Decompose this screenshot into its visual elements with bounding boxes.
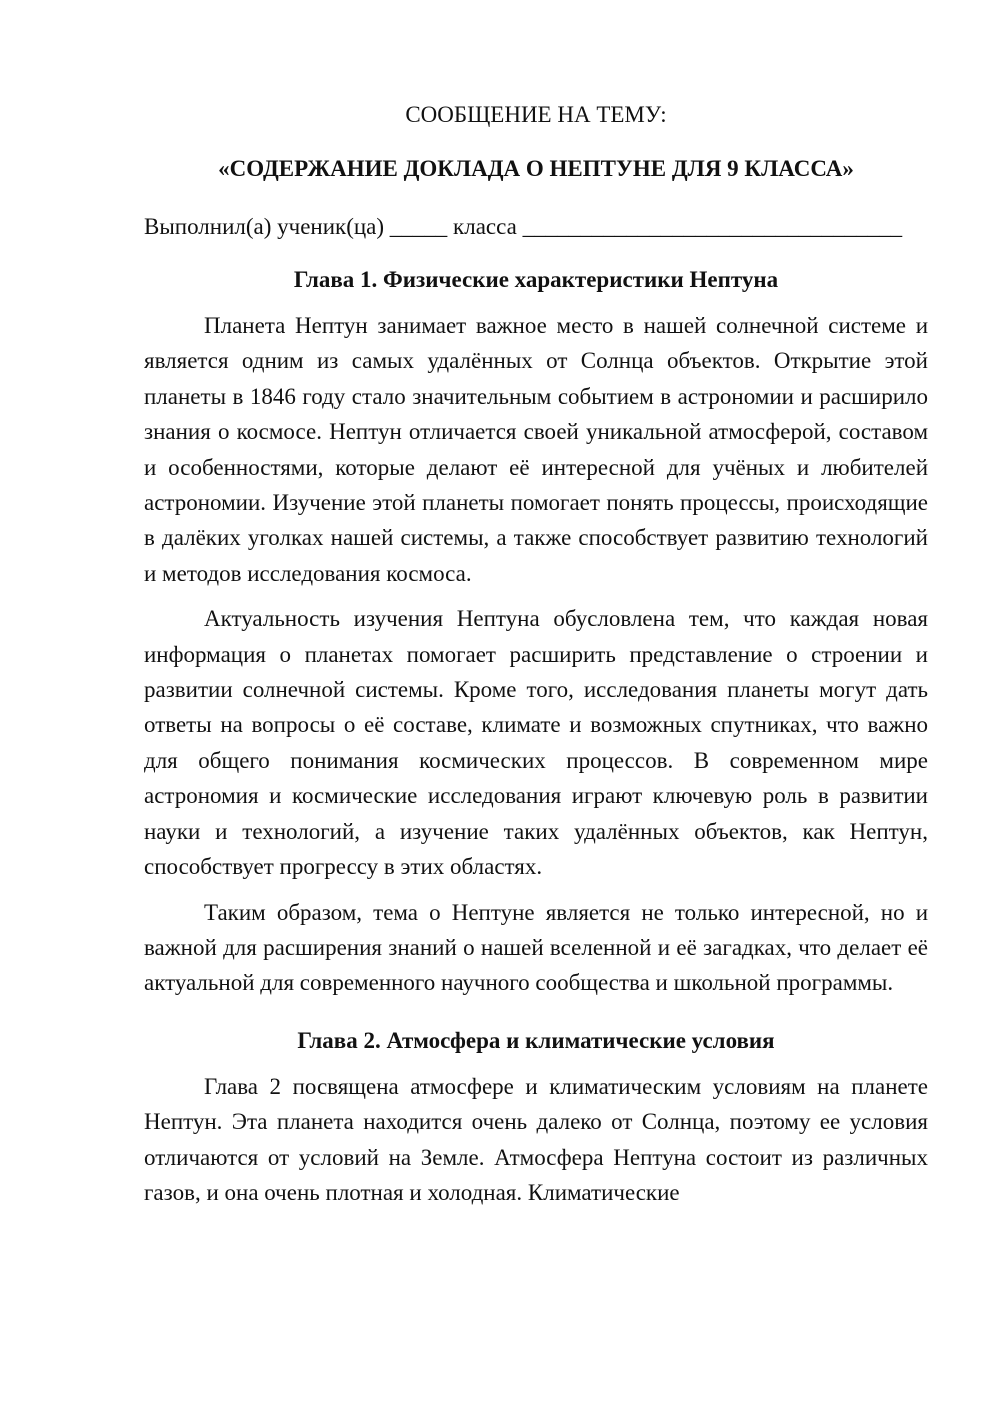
chapter-1-heading: Глава 1. Физические характеристики Нептуна bbox=[293, 267, 779, 292]
chapter-2-paragraph: Глава 2 посвящена атмосфере и климатическим условиям на планете Нептун. Эта планета находится очень далеко от Солнца, поэтому ее условия отличаются от условий на Земле. Атмосфера Нептуна состоит из различных газов, и она очень плотная и холодная. Климатические bbox=[144, 1073, 928, 1205]
author-line: Выполнил(а) ученик(ца) _____ класса _________________________________ bbox=[144, 214, 903, 239]
chapter-1-paragraph: Актуальность изучения Нептуна обусловлена тем, что каждая новая информация о планетах помогает расширить представление о строении и развитии солнечной системы. Кроме того, исследования планеты могут дать ответы на вопросы о её составе, климате и возможных спутниках, что важно для общего понимания космических процессов. В современном мире астрономия и космические исследования играют ключевую роль в развитии науки и технологий, а изучение таких удалённых объектов, как Нептун, способствует прогрессу в этих областях. bbox=[144, 606, 928, 880]
document-title-topic: СООБЩЕНИЕ НА ТЕМУ: bbox=[405, 102, 667, 127]
chapter-1-paragraph: Таким образом, тема о Нептуне является не только интересной, но и важной для расширения знаний о нашей вселенной и её загадках, что делает её актуальной для современного научного сообщества и школьной программы. bbox=[144, 899, 928, 996]
document-title: «СОДЕРЖАНИЕ ДОКЛАДА О НЕПТУНЕ ДЛЯ 9 КЛАССА» bbox=[218, 156, 854, 181]
chapter-1-paragraph: Планета Нептун занимает важное место в нашей солнечной системе и является одним из самых удалённых от Солнца объектов. Открытие этой планеты в 1846 году стало значительным событием в астрономии и расширило знания о космосе. Нептун отличается своей уникальной атмосферой, составом и особенностями, которые делают её интересной для учёных и любителей астрономии. Изучение этой планеты помогает понять процессы, происходящие в далёких уголках нашей системы, а также способствует развитию технологий и методов исследования космоса. bbox=[144, 313, 928, 586]
document-page bbox=[144, 90, 928, 1210]
chapter-2-heading: Глава 2. Атмосфера и климатические условия bbox=[297, 1027, 775, 1053]
